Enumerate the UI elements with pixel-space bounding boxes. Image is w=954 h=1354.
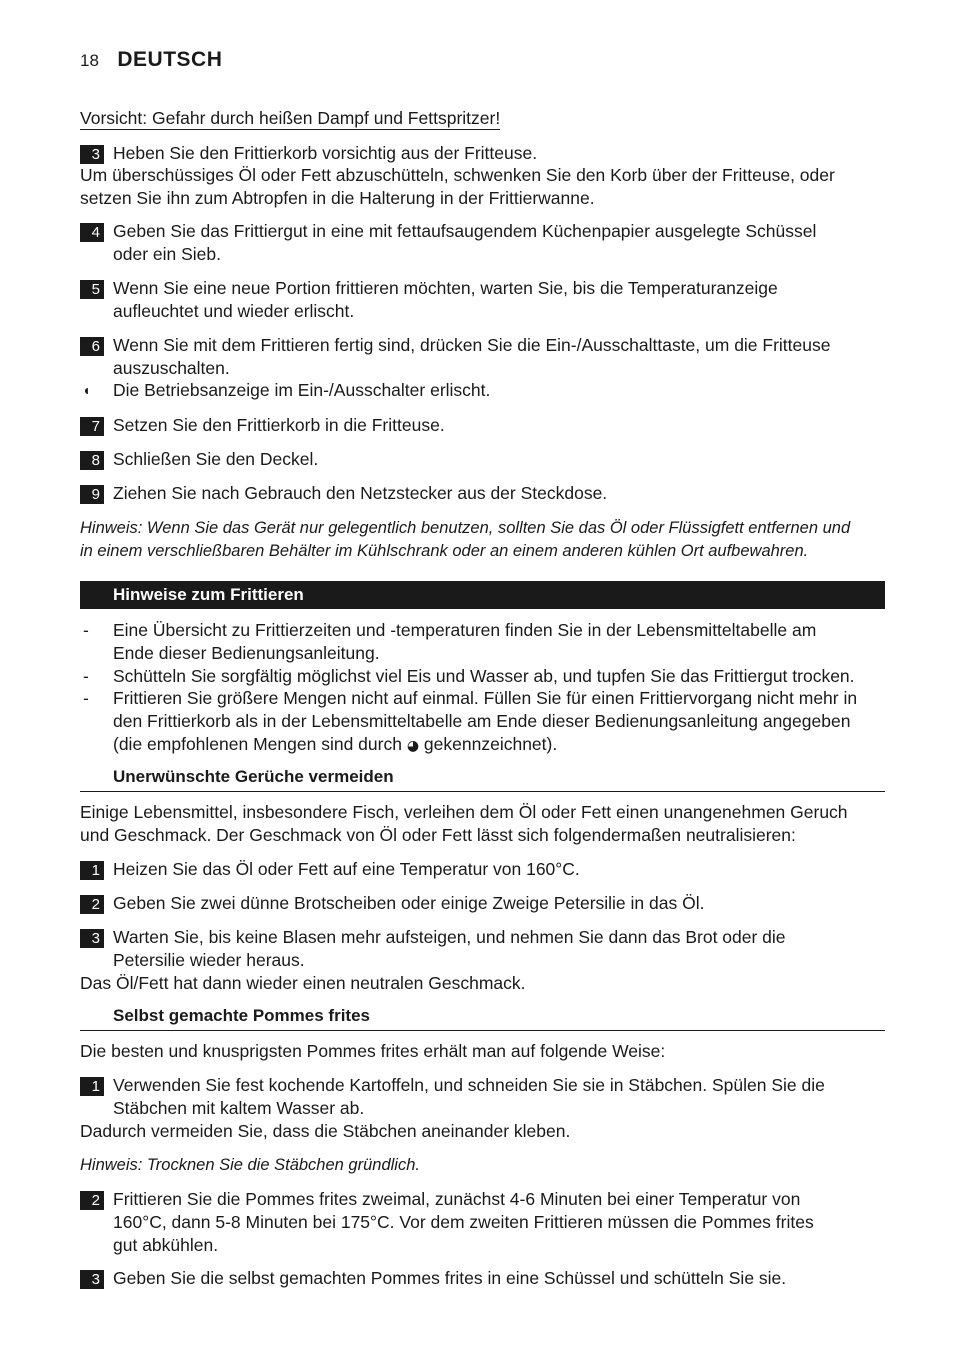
section-heading: Unerwünschte Gerüche vermeiden [80, 765, 885, 792]
step-text: Heben Sie den Frittierkorb vorsichtig aus der Fritteuse. [113, 143, 538, 163]
step-number: 7 [80, 417, 104, 436]
list-item: Eine Übersicht zu Frittierzeiten und -temperaturen finden Sie in der Lebensmitteltabelle am [113, 620, 817, 640]
language-heading: DEUTSCH [117, 48, 223, 71]
step-text: Heizen Sie das Öl oder Fett auf eine Temperatur von 160°C. [113, 859, 580, 879]
step-number: 6 [80, 337, 104, 356]
hint-text: Hinweis: Trocknen Sie die Stäbchen gründlich. [80, 1156, 420, 1174]
step-text: auszuschalten. [113, 358, 230, 378]
list-item: Frittieren Sie größere Mengen nicht auf einmal. Füllen Sie für einen Frittiervorgang nicht mehr in [113, 688, 858, 708]
step-text: aufleuchtet und wieder erlischt. [113, 301, 355, 321]
step-text: Geben Sie das Frittiergut in eine mit fettaufsaugendem Küchenpapier ausgelegte Schüssel [113, 221, 817, 241]
warning-text: Vorsicht: Gefahr durch heißen Dampf und Fettspritzer! [80, 108, 501, 128]
result-arrow-icon: ◖ [82, 382, 91, 398]
step-text: Stäbchen mit kaltem Wasser ab. [113, 1098, 365, 1118]
list-dash: - [83, 620, 89, 640]
step-number: 3 [80, 145, 104, 164]
intro-text: Einige Lebensmittel, insbesondere Fisch, verleihen dem Öl oder Fett einen unangenehmen Geruch [80, 802, 848, 822]
intro-text: Die besten und knusprigsten Pommes frites erhält man auf folgende Weise: [80, 1041, 666, 1061]
outro-text: Das Öl/Fett hat dann wieder einen neutralen Geschmack. [80, 973, 526, 993]
step-text: Schließen Sie den Deckel. [113, 449, 319, 469]
step-text: oder ein Sieb. [113, 244, 221, 264]
page-header [80, 48, 222, 74]
step-number: 5 [80, 280, 104, 299]
note-text: Um überschüssiges Öl oder Fett abzuschütteln, schwenken Sie den Korb über der Fritteuse, oder [80, 165, 835, 185]
intro-text: und Geschmack. Der Geschmack von Öl oder Fett lässt sich folgendermaßen neutralisieren: [80, 825, 796, 845]
step-number: 8 [80, 451, 104, 470]
list-item: (die empfohlenen Mengen sind durch ◕ gekennzeichnet). [113, 734, 558, 754]
list-item: Ende dieser Bedienungsanleitung. [113, 643, 380, 663]
step-text: Frittieren Sie die Pommes frites zweimal, zunächst 4-6 Minuten bei einer Temperatur von [113, 1189, 801, 1209]
result-text: Die Betriebsanzeige im Ein-/Ausschalter erlischt. [113, 380, 491, 400]
step-text: Geben Sie die selbst gemachten Pommes frites in eine Schüssel und schütteln Sie sie. [113, 1268, 787, 1288]
section-heading-bar: Hinweise zum Frittieren [80, 581, 885, 609]
step-text: Petersilie wieder heraus. [113, 950, 305, 970]
list-dash: - [83, 666, 89, 686]
step-text: Wenn Sie eine neue Portion frittieren möchten, warten Sie, bis die Temperaturanzeige [113, 278, 778, 298]
step-number: 2 [80, 895, 104, 914]
note-text: Dadurch vermeiden Sie, dass die Stäbchen aneinander kleben. [80, 1121, 571, 1141]
step-text: Warten Sie, bis keine Blasen mehr aufsteigen, und nehmen Sie dann das Brot oder die [113, 927, 786, 947]
step-text: Wenn Sie mit dem Frittieren fertig sind, drücken Sie die Ein-/Ausschalttaste, um die Fritteuse [113, 335, 831, 355]
list-item: Schütteln Sie sorgfältig möglichst viel Eis und Wasser ab, und tupfen Sie das Frittiergut trocken. [113, 666, 855, 686]
step-text: gut abkühlen. [113, 1235, 219, 1255]
hint-text: in einem verschließbaren Behälter im Kühlschrank oder an einem anderen kühlen Ort aufbewahren. [80, 542, 809, 560]
note-text: setzen Sie ihn zum Abtropfen in die Halterung in der Frittierwanne. [80, 188, 595, 208]
step-number: 9 [80, 485, 104, 504]
step-text: Setzen Sie den Frittierkorb in die Fritteuse. [113, 415, 445, 435]
step-number: 4 [80, 223, 104, 242]
step-number: 3 [80, 929, 104, 948]
step-number: 2 [80, 1191, 104, 1210]
page-number: 18 [80, 51, 99, 70]
hint-text: Hinweis: Wenn Sie das Gerät nur gelegentlich benutzen, sollten Sie das Öl oder Flüssigfett entfernen und [80, 519, 851, 537]
list-item: den Frittierkorb als in der Lebensmitteltabelle am Ende dieser Bedienungsanleitung angegeben [113, 711, 851, 731]
step-text: Geben Sie zwei dünne Brotscheiben oder einige Zweige Petersilie in das Öl. [113, 893, 705, 913]
section-heading: Selbst gemachte Pommes frites [80, 1004, 885, 1031]
step-number: 1 [80, 1077, 104, 1096]
step-text: Verwenden Sie fest kochende Kartoffeln, und schneiden Sie sie in Stäbchen. Spülen Sie die [113, 1075, 825, 1095]
step-text: Ziehen Sie nach Gebrauch den Netzstecker aus der Steckdose. [113, 483, 608, 503]
step-number: 3 [80, 1270, 104, 1289]
basket-symbol-icon: ◕ [406, 738, 420, 754]
step-number: 1 [80, 861, 104, 880]
step-text: 160°C, dann 5-8 Minuten bei 175°C. Vor dem zweiten Frittieren müssen die Pommes frites [113, 1212, 814, 1232]
list-dash: - [83, 688, 89, 708]
